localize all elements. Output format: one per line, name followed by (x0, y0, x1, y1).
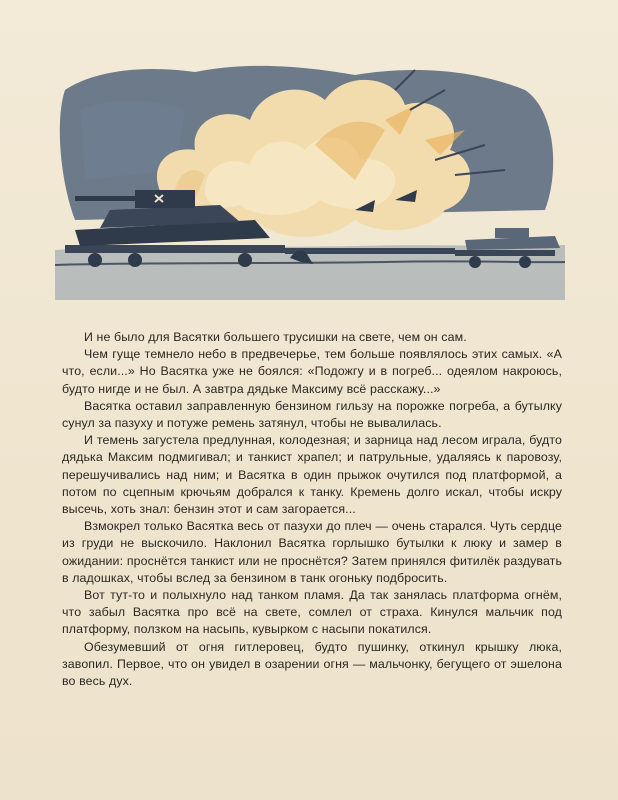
paragraph: Вот тут-то и полыхнуло над танком пламя. Да так занялась платформа огнём, что забыл Васятка про всё на свете, сомлел от страха. Кинулся мальчик под платформу, ползком на насыпь, кувырком с насыпи покатился. (62, 588, 562, 637)
paragraph: Обезумевший от огня гитлеровец, будто пушинку, откинул крышку люка, завопил. Первое, что он увидел в озарении огня — мальчонку, бегущего от эшелона во весь дух. (62, 639, 562, 689)
paragraph: И темень загустела предлунная, колодезная; и зарница над лесом играла, будто дядька Максим подмигивал; и танкист храпел; и патрульные, удаляясь к паровозу, перешучивались над ним; и Васятка в один прыжок очутился под платформой, а потом по сцепным крючьям добрался к танку. Кремень долго искал, чтобы искру высечь, хоть знал: бензин этот и сам загорается... (62, 433, 562, 517)
paragraph: Взмокрел только Васятка весь от пазухи до плеч — очень старался. Чуть сердце из груди не выскочило. Наклонил Васятка горлышко бутылки к люку и замер в ожидании: проснётся танкист или не проснётся? Затем принялся фитилёк раздувать в ладошках, чтобы вслед за бензином в танк огоньку подбросить. (62, 519, 562, 585)
illustration (55, 50, 565, 300)
paragraph: Чем гуще темнело небо в предвечерье, тем больше появлялось этих самых. «А что, если...» Но Васятка уже не боялся: «Подожгу и в погреб... одеялом накроюсь, будто нигде и не был. А завтра дядьке Максиму всё расскажу...» (62, 347, 562, 396)
paragraph: И не было для Васятки большего трусишки на свете, чем он сам. (84, 330, 467, 344)
paragraph: Васятка оставил заправленную бензином гильзу на порожке погреба, а бутылку сунул за пазуху и потуже ремень затянул, чтобы не вывалилась. (62, 398, 562, 431)
story-text (62, 329, 562, 690)
